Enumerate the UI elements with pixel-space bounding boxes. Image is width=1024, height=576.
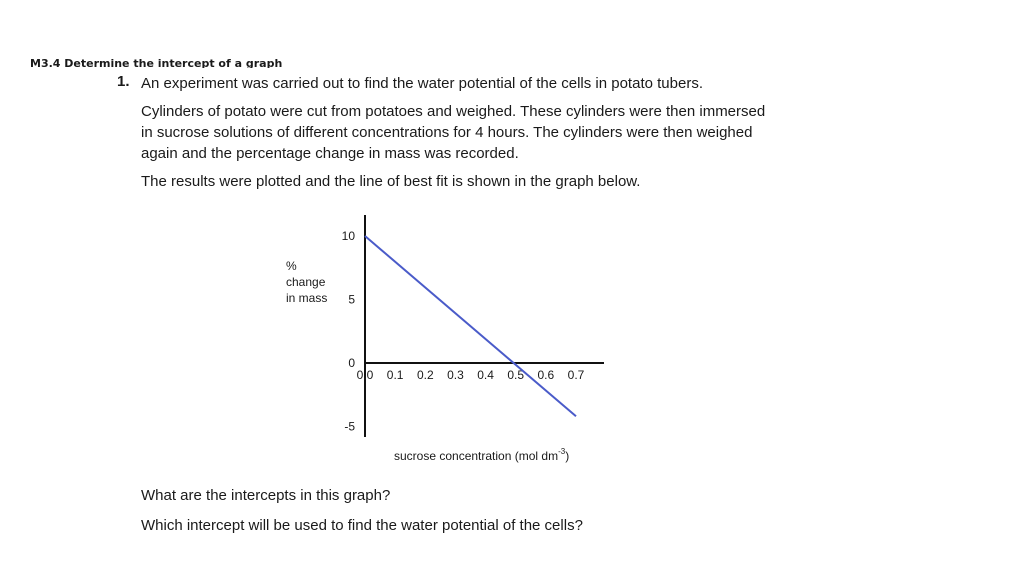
x-tick-label: 0.2 xyxy=(416,368,434,382)
x-tick-label: 0.0 xyxy=(356,368,374,382)
x-tick-label: 0.4 xyxy=(477,368,494,382)
question-number: 1. xyxy=(117,73,130,90)
question-intercepts: What are the intercepts in this graph? xyxy=(141,487,391,504)
y-axis-label-line: % xyxy=(286,259,297,273)
best-fit-line xyxy=(365,236,576,416)
page-heading: M3.4 Determine the intercept of a graph xyxy=(30,57,283,68)
x-tick-label: 0.3 xyxy=(447,368,464,382)
y-tick-label: 0 xyxy=(348,356,355,370)
x-tick-label: 0.5 xyxy=(507,368,525,382)
results-text: The results were plotted and the line of best fit is shown in the graph below. xyxy=(141,173,641,190)
y-axis-label-line: change xyxy=(286,275,326,289)
x-tick-label: 0.6 xyxy=(537,368,555,382)
intro-text: An experiment was carried out to find the water potential of the cells in potato tubers. xyxy=(141,75,703,92)
method-text: Cylinders of potato were cut from potatoes and weighed. These cylinders were then immersed in sucrose solutions of different concentrations for 4 hours. The cylinders were then weighed again and the percentage change in mass was recorded. xyxy=(141,103,766,162)
y-tick-label: -5 xyxy=(344,419,355,434)
x-axis-label: sucrose concentration (mol $dm^{-3}$) xyxy=(394,447,570,463)
question-water-potential: Which intercept will be used to find the water potential of the cells? xyxy=(141,517,583,534)
x-tick-label: 0.7 xyxy=(567,368,585,382)
y-tick-label: 5 xyxy=(348,292,355,307)
y-axis-label-line: in mass xyxy=(286,291,328,305)
y-tick-label: 10 xyxy=(341,229,355,243)
x-tick-label: 0.1 xyxy=(386,368,404,382)
